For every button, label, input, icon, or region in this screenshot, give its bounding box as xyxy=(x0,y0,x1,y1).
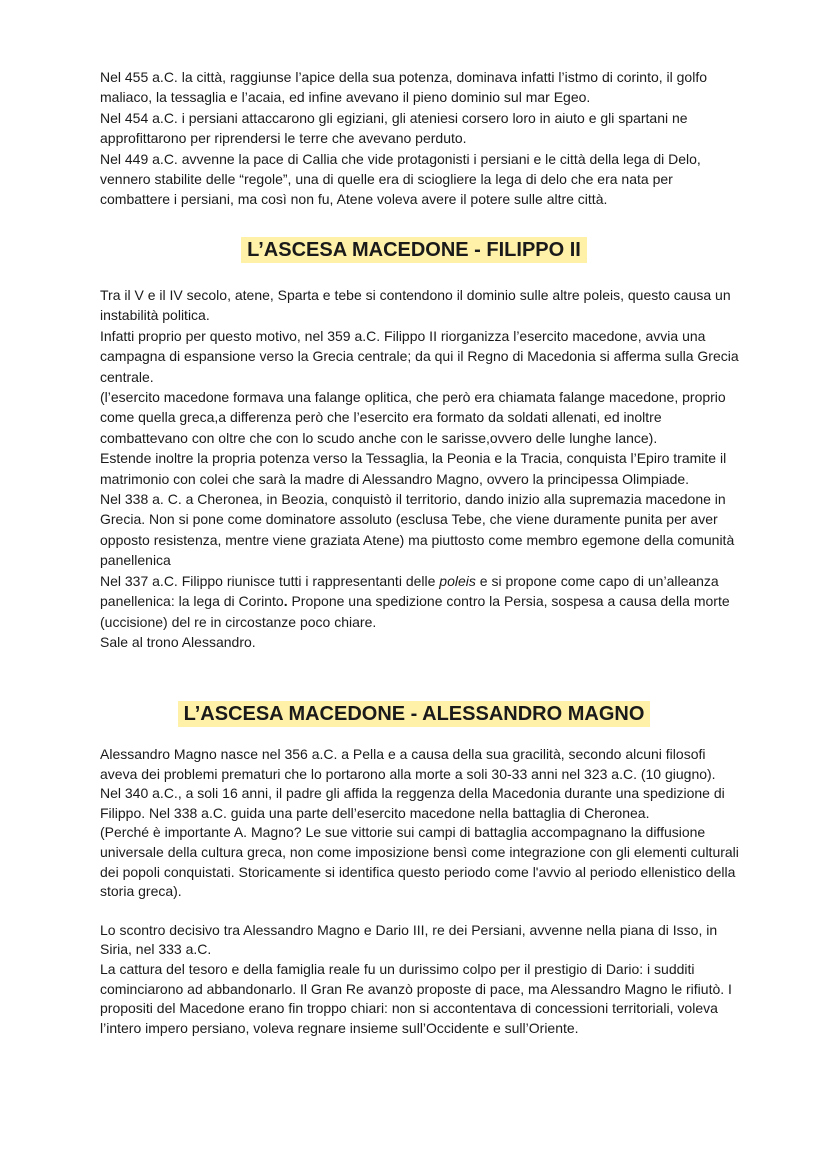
p6-text-e: Propone una spedizione contro la Persia, sospesa a causa della morte (uccisione) del re in circostanze poco chiare. xyxy=(100,593,730,630)
filippo-paragraph-4: Estende inoltre la propria potenza verso la Tessaglia, la Peonia e la Tracia, conquista l’Epiro tramite il matrimonio con colei che sarà la madre di Alessandro Magno, ovvero la principessa Olimpiade. xyxy=(100,450,727,487)
p6-text-c: e si propone come capo di un’alleanza panellenica: la lega di Corinto xyxy=(100,572,719,610)
alessandro-paragraph-4: Lo scontro decisivo tra Alessandro Magno e Dario III, re dei Persiani, avvenne nella piana di Isso, in Siria, nel 333 a.C. xyxy=(100,921,718,958)
alessandro-paragraph-5: La cattura del tesoro e della famiglia reale fu un durissimo colpo per il prestigio di Dario: i sudditi cominciarono ad abbandonarlo. Il Gran Re avanzò proposte di pace, ma Alessandro Magno le rifiutò. I propositi del Macedone erano fin troppo chiari: non si accontentava di concessioni territoriali, voleva l’intero impero persiano, voleva regnare insieme sull’Occidente e sull’Oriente. xyxy=(100,960,732,1036)
p6-bold-period: . xyxy=(283,593,288,610)
p6-poleis-italic: poleis xyxy=(439,572,476,589)
heading-highlight: L’ASCESA MACEDONE - FILIPPO II xyxy=(241,237,587,263)
intro-paragraph-2: Nel 454 a.C. i persiani attaccarono gli egiziani, gli ateniesi corsero loro in aiuto e gli spartani ne approfittarono per riprendersi le terre che avevano perduto. xyxy=(100,109,688,147)
intro-paragraph-3: Nel 449 a.C. avvenne la pace di Callia che vide protagonisti i persiani e le città della lega di Delo, vennero stabilite delle “regole”, una di quelle era di sciogliere la lega di delo che era nata per combattere i persiani, ma così non fu, Atene voleva avere il potere sulle altre città. xyxy=(100,150,701,208)
section-heading-alessandro xyxy=(0,700,828,728)
paragraph-spacer xyxy=(100,902,740,921)
section-alessandro-text xyxy=(100,745,740,1038)
alessandro-paragraph-1: Alessandro Magno nasce nel 356 a.C. a Pella e a causa della sua gracilità, secondo alcuni filosofi aveva dei problemi prematuri che lo portarono alla morte a soli 30-33 anni nel 323 a.C. (10 giugno). xyxy=(100,746,716,782)
p6-text-a: Nel 337 a.C. Filippo riunisce tutti i rappresentanti delle xyxy=(100,572,440,589)
alessandro-paragraph-2: Nel 340 a.C., a soli 16 anni, il padre gli affida la reggenza della Macedonia durante una spedizione di Filippo. Nel 338 a.C. guida una parte dell’esercito macedone nella battaglia di Cheronea. xyxy=(100,785,725,821)
filippo-paragraph-7: Sale al trono Alessandro. xyxy=(100,633,256,650)
intro-text xyxy=(100,67,740,210)
heading-highlight: L’ASCESA MACEDONE - ALESSANDRO MAGNO xyxy=(178,701,651,727)
intro-paragraph-1: Nel 455 a.C. la città, raggiunse l’apice della sua potenza, dominava infatti l’istmo di corinto, il golfo maliaco, la tessaglia e l’acaia, ed infine avevano il pieno dominio sul mar Egeo. xyxy=(100,69,707,106)
filippo-paragraph-2: Infatti proprio per questo motivo, nel 359 a.C. Filippo II riorganizza l’esercito macedone, avvia una campagna di espansione verso la Grecia centrale; da qui il Regno di Macedonia si afferma sulla Grecia centrale. xyxy=(100,327,739,385)
filippo-paragraph-6 xyxy=(100,571,740,632)
filippo-paragraph-1: Tra il V e il IV secolo, atene, Sparta e tebe si contendono il dominio sulle altre poleis, questo causa un instabilità politica. xyxy=(100,287,731,324)
filippo-paragraph-5: Nel 338 a. C. a Cheronea, in Beozia, conquistò il territorio, dando inizio alla supremazia macedone in Grecia. Non si pone come dominatore assoluto (esclusa Tebe, che viene duramente punita per aver opposto resistenza, mentre viene graziata Atene) ma piuttosto come membro egemone della comunità panellenica xyxy=(100,491,735,569)
section-heading-filippo xyxy=(0,236,828,264)
filippo-paragraph-3: (l’esercito macedone formava una falange oplitica, che però era chiamata falange macedone, proprio come quella greca,a differenza però che l’esercito era formato da soldati allenati, ed inoltre combattevano con oltre che con lo scudo anche con le sarisse,ovvero delle lunghe lance). xyxy=(100,389,726,446)
section-filippo-text xyxy=(100,285,740,652)
alessandro-paragraph-3: (Perché è importante A. Magno? Le sue vittorie sui campi di battaglia accompagnano la diffusione universale della cultura greca, non come imposizione bensì come integrazione con gli elementi culturali dei popoli conquistati. Storicamente si identifica questo periodo come l'avvio al periodo ellenistico della storia greca). xyxy=(100,824,739,900)
